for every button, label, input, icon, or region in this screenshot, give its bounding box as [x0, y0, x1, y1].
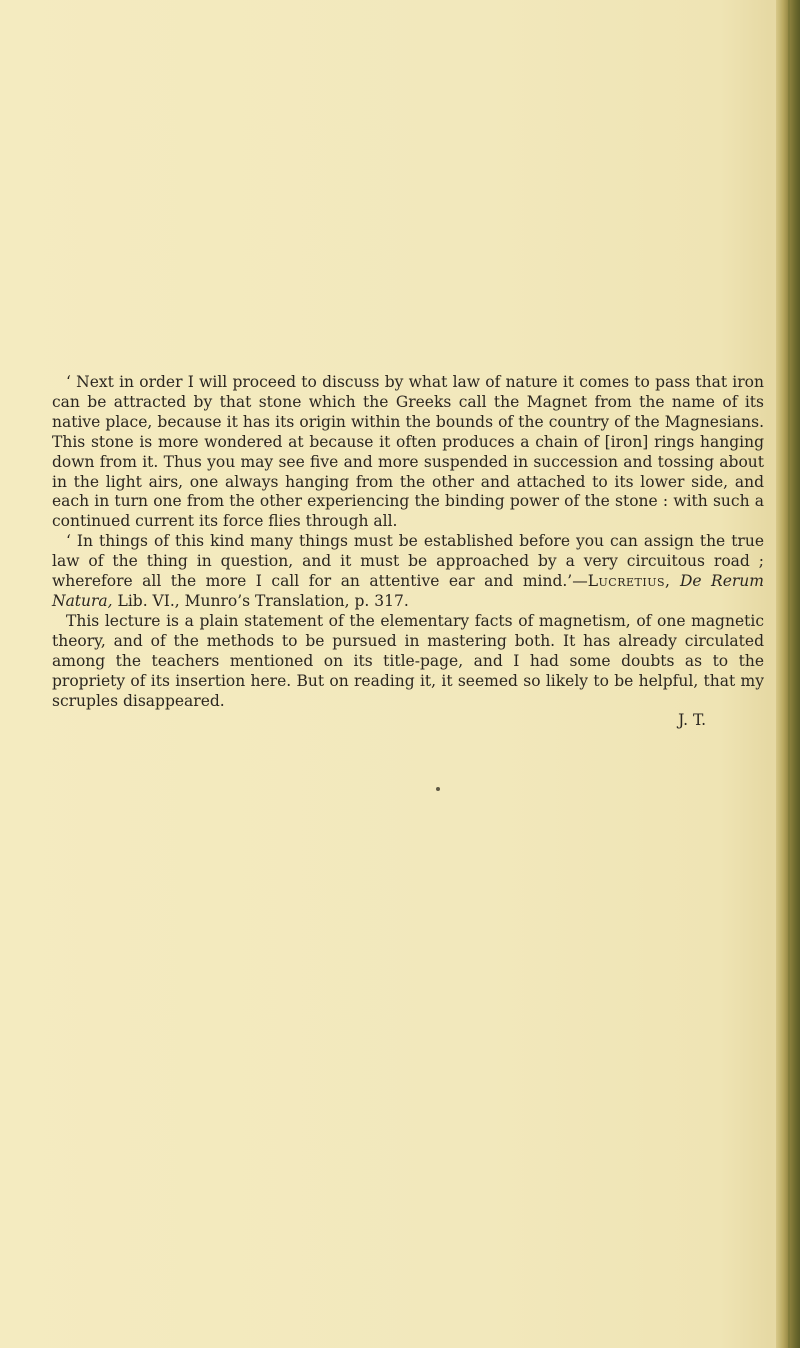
author-name: Lucretius,: [587, 572, 671, 591]
preface-text: [52, 373, 764, 731]
signature: J. T.: [678, 711, 706, 730]
citation-rest: Lib. VI., Munro’s Translation, p. 317.: [112, 591, 409, 610]
work-title: De Rerum Natura,: [52, 572, 764, 610]
paragraph-lucretius-quote-2: [52, 532, 764, 612]
book-edge-line: [788, 0, 790, 1348]
paragraph-lecture-note: This lecture is a plain statement of the elementary facts of magnetism, of one magnetic theory, and of the methods to be pursued in mastering both. It has already circulated among the teachers mentioned on its title-page, and I had some doubts as to the propriety of its insertion here. But on reading it, it seemed so likely to be helpful, that my scruples disappeared.: [52, 611, 764, 710]
ink-speck: [436, 787, 440, 791]
quote-2-text: ‘ In things of this kind many things must be established before you can assign the true law of the thing in question, and it must be approached by a very circuitous road ; wherefore all the more I call for an attentive ear and mind.’—: [52, 532, 764, 591]
paragraph-lucretius-quote-1: ‘ Next in order I will proceed to discuss by what law of nature it comes to pass that iron can be attracted by that stone which the Greeks call the Magnet from the name of its native place, because it has its origin within the bounds of the country of the Magnesians. This stone is more wondered at because it often produces a chain of [iron] rings hanging down from it. Thus you may see five and more suspended in succession and tossing about in the light airs, one always hanging from the other and attached to its lower side, and each in turn one from the other experiencing the binding power of the stone : with such a continued current its force flies through all.: [52, 373, 764, 531]
